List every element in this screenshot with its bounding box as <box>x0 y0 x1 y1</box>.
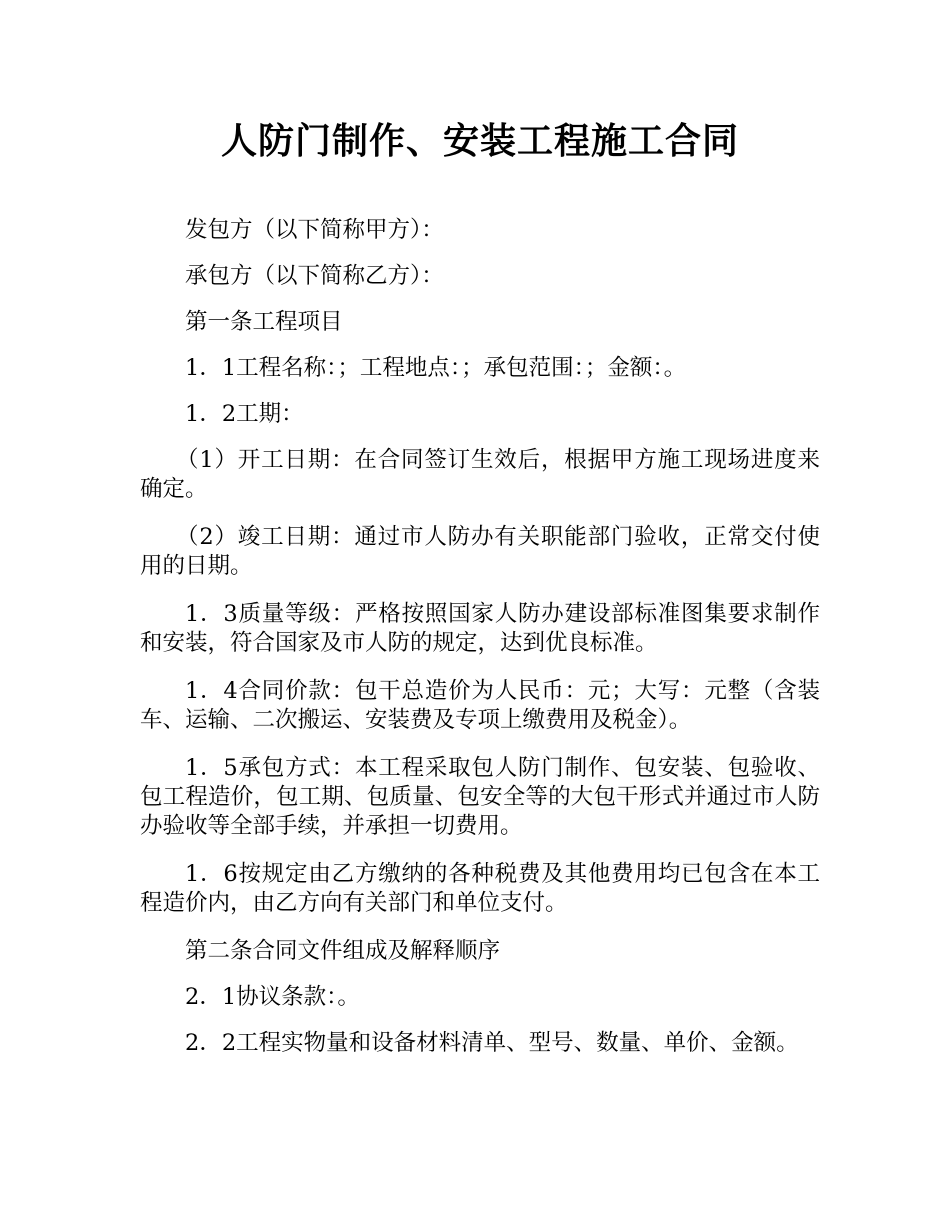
clause-2-1: 2．1协议条款：。 <box>185 984 360 1010</box>
clause-1-1: 1．1工程名称：；工程地点：；承包范围：；金额：。 <box>185 355 687 381</box>
party-b-line: 承包方（以下简称乙方）： <box>185 263 444 289</box>
clause-1-2-item-1: （1）开工日期：在合同签订生效后，根据甲方施工现场进度来确定。 <box>140 447 820 502</box>
clause-1-2: 1．2工期： <box>185 401 304 427</box>
article-1-heading: 第一条工程项目 <box>185 309 343 335</box>
clause-1-6: 1．6按规定由乙方缴纳的各种税费及其他费用均已包含在本工程造价内，由乙方向有关部门和单位支付。 <box>140 861 820 916</box>
clause-2-2: 2．2工程实物量和设备材料清单、型号、数量、单价、金额。 <box>185 1030 799 1056</box>
article-2-heading: 第二条合同文件组成及解释顺序 <box>185 938 501 964</box>
document-page <box>140 118 820 1077</box>
clause-1-3: 1．3质量等级：严格按照国家人防办建设部标准图集要求制作和安装，符合国家及市人防的规定，达到优良标准。 <box>140 601 820 656</box>
clause-1-2-item-2: （2）竣工日期：通过市人防办有关职能部门验收，正常交付使用的日期。 <box>140 524 820 579</box>
clause-1-5: 1．5承包方式：本工程采取包人防门制作、包安装、包验收、包工程造价，包工期、包质量、包安全等的大包干形式并通过市人防办验收等全部手续，并承担一切费用。 <box>140 755 820 839</box>
clause-1-4: 1．4合同价款：包干总造价为人民币：元；大写：元整（含装车、运输、二次搬运、安装费及专项上缴费用及税金）。 <box>140 678 820 733</box>
party-a-line: 发包方（以下简称甲方）： <box>185 217 444 243</box>
document-title: 人防门制作、安装工程施工合同 <box>220 121 739 162</box>
